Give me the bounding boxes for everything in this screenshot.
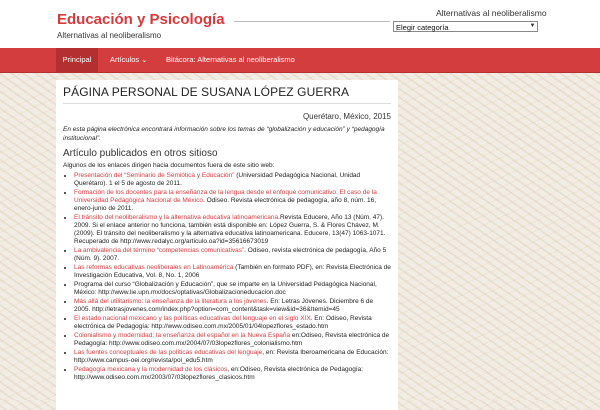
- article-details: . En: Letras Jóvenes. Diciembre 6 de 2005. http://letrasjovenes.com/index.php?option=com_content&task=view&id=36&Itemid=45: [74, 298, 374, 313]
- list-item: [74, 349, 391, 365]
- article-details: Programa del curso “Globalización y Educación”, que se imparte en la Universidad Pedagógica Nacional, México: http://www.lie.upn.mx/docs/optativas/Globalizacioneducacion.doc: [74, 281, 377, 296]
- article-details: . En: Odiseo, Revista electrónica de Pedagogía: http://www.odiseo.com.mx/2005/01/04lopezflores_estado.htm: [74, 315, 372, 330]
- page-title: PÁGINA PERSONAL DE SUSANA LÓPEZ GUERRA: [63, 85, 350, 99]
- list-item: [74, 332, 391, 348]
- article-details: (También en formato PDF), en: Revista Electrónica de Investigación Educativa, Vol. 8, No. 1, 2006: [74, 264, 391, 279]
- article-link[interactable]: Presentación del “Seminario de Semiótica y Educación”: [74, 172, 235, 179]
- article-details: , en:Odiseo, Revista electrónica de Pedagogía: http://www.odiseo.com.mx/2003/07/03lopezflores_clasicos.htm: [74, 366, 364, 381]
- article-link[interactable]: El estado nacional mexicano y las políticas educativas del lenguaje en el siglo XIX: [74, 315, 311, 322]
- list-item: [74, 189, 391, 213]
- nav-item-articulos[interactable]: Artículos ⌄: [110, 55, 148, 64]
- article-details: en:Odiseo, Revista electrónica de Pedagogía: http://www.odiseo.com.mx/2004/07/03lopezflores_colonialismo.htm: [74, 332, 390, 347]
- article-link[interactable]: Más allá del utilitarismo: la enseñanza de la literatura a los jóvenes: [74, 298, 267, 305]
- article-link[interactable]: Las reformas educativas neoliberales en Latinoamérica: [74, 264, 234, 271]
- site-description: Alternativas al neoliberalismo: [57, 31, 162, 40]
- main-content: [56, 80, 398, 410]
- category-select-value: Elegir categoría: [396, 23, 449, 32]
- list-item: [74, 281, 391, 297]
- site-title[interactable]: Educación y Psicología: [57, 11, 225, 28]
- article-link[interactable]: Pedagogía mexicana y la modernidad de los clásicos: [74, 366, 228, 373]
- list-item: [74, 298, 391, 314]
- article-details: . Odiseo. Revista electrónica de pedagogía, año 8, núm. 16, enero-junio de 2011.: [74, 197, 377, 212]
- nav-item-bitacora[interactable]: Bitácora: Alternativas al neoliberalismo: [166, 55, 295, 64]
- nav-item-principal[interactable]: Principal: [56, 48, 98, 72]
- page-date: Querétaro, México, 2015: [302, 112, 391, 121]
- article-details: (Universidad Pedagógica Nacional, Unidad Querétaro). 1 el 5 de agosto de 2011.: [74, 172, 361, 187]
- list-item: [74, 214, 391, 246]
- list-item: [74, 172, 391, 188]
- list-item: [74, 247, 391, 263]
- article-details: .Revista Educere, Año 13 (Núm. 47). 2009. Si el enlace anterior no funciona, también está disponible en: López Guerra, S. & Flores Chávez, M. (2009). El tránsito del neoliberalismo y la alternativa educativa latinoamericana. Educere, 13(47) 1063-1071. Recuperado de http://www.redalyc.org/articulo.oa?id=35616673019: [74, 214, 386, 245]
- article-list: [63, 172, 391, 382]
- category-select[interactable]: [393, 21, 538, 32]
- title-divider: [63, 103, 391, 104]
- section-lead: Algunos de los enlaces dirigen hacia documentos fuera de este sitio web:: [63, 162, 275, 169]
- main-nav: [0, 48, 600, 73]
- list-item: [74, 366, 391, 382]
- header-divider: [234, 21, 390, 22]
- page-intro: En esta página electrónica encontrará información sobre los temas de “globalización y educación” y “pedagogía institucional”.: [63, 126, 385, 142]
- list-item: [74, 315, 391, 331]
- article-details: , en: Revista Iberoamericana de Educación: http://www.campus-oei.org/revista/poi_edu5.htm: [74, 349, 389, 364]
- header-right-text: Alternativas al neoliberalismo: [436, 8, 547, 18]
- article-link[interactable]: El tránsito del neoliberalismo y la alternativa educativa latinoamericana: [74, 214, 279, 221]
- article-link[interactable]: Las fuentes conceptuales de las políticas educativas del lenguaje: [74, 349, 263, 356]
- article-link[interactable]: La ambivalencia del término “competencias comunicativas”: [74, 247, 245, 254]
- section-title: Artículo publicados en otros sitioso: [63, 148, 218, 159]
- article-link[interactable]: Colonialismo y modernidad: la enseñanza del español en la Nueva España: [74, 332, 291, 339]
- article-link[interactable]: Formación de los docentes para la enseñanza de la lengua desde el enfoque comunicativo. El caso de la Universidad Pedagógica Nacional de México: [74, 189, 377, 204]
- site-header: [0, 0, 600, 48]
- article-details: . Odiseo, revista electrónica de pedagogía, Año 5 (Núm. 9). 2007.: [74, 247, 387, 262]
- chevron-down-icon: ▼: [529, 23, 536, 29]
- list-item: [74, 264, 391, 280]
